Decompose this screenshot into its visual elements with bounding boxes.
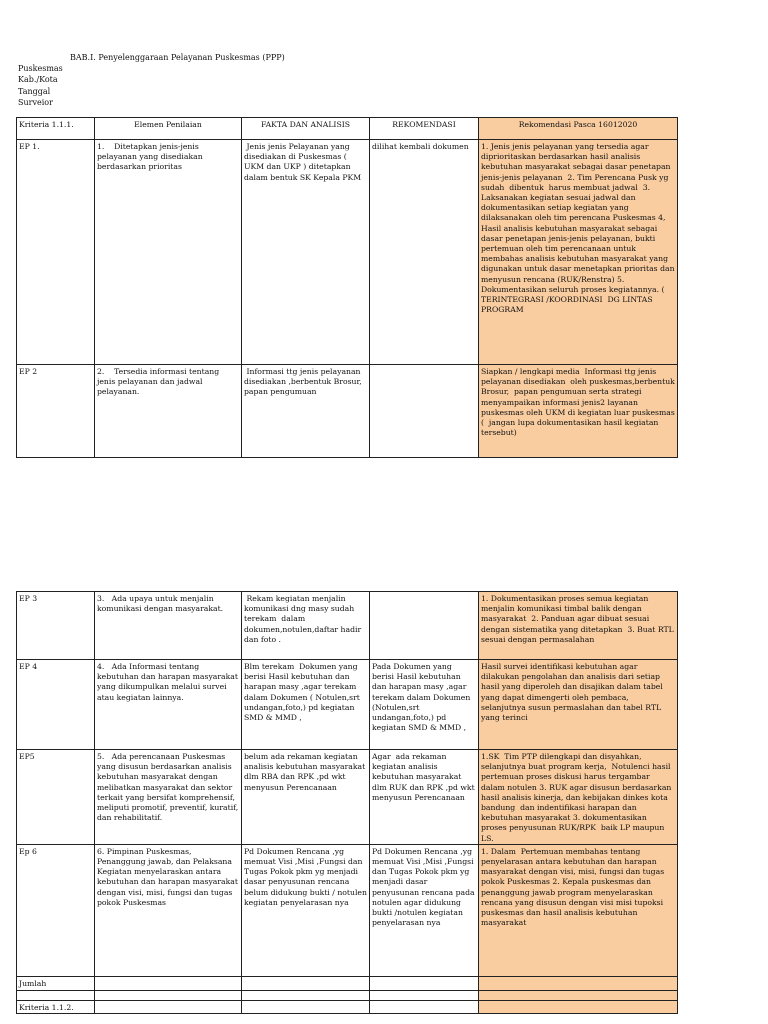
empty-cell	[370, 976, 479, 990]
elemen-penilaian-cell: 5. Ada perencanaan Puskesmas yang disusun berdasarkan analisis kebutuhan masyarakat dengan melibatkan masyarakat dan sektor terkait yang bersifat komprehensif, meliputi promotif, preventif, kuratif, dan rehabilitatif.	[95, 750, 242, 845]
empty-cell	[17, 990, 95, 1000]
empty-cell	[95, 976, 242, 990]
empty-highlight-cell	[479, 990, 678, 1000]
header-elemen-penilaian: Elemen Penilaian	[95, 118, 242, 140]
spacer-row	[17, 990, 678, 1000]
table-row	[17, 660, 678, 750]
empty-highlight-cell	[479, 976, 678, 990]
rekomendasi-pasca-cell: 1.SK Tim PTP dilengkapi dan disyahkan, selanjutnya buat program kerja, Notulenci hasil pertemuan proses diskusi harus tergambar dalam notulen 3. RUK agar disusun berdasarkan hasil analisis kinerja, dan kebijakan dinkes kota bandung dan indentifikasi harapan dan kebutuhan masyarakat 3. dokumentasikan proses penyusunan RUK/RPK baik LP maupun LS.	[479, 750, 678, 845]
ep-label: EP 2	[17, 365, 95, 458]
rekomendasi-cell	[370, 592, 479, 660]
assessment-table-2	[16, 591, 678, 1014]
header-line-tanggal: Tanggal	[18, 86, 51, 96]
table-header-row	[17, 118, 678, 140]
elemen-penilaian-cell: 4. Ada Informasi tentang kebutuhan dan harapan masyarakat yang dikumpulkan melalui survei atau kegiatan lainnya.	[95, 660, 242, 750]
elemen-penilaian-cell: 1. Ditetapkan jenis-jenis pelayanan yang disediakan berdasarkan prioritas	[95, 140, 242, 365]
rekomendasi-pasca-cell: 1. Dokumentasikan proses semua kegiatan menjalin komunikasi timbal balik dengan masyarakat 2. Panduan agar dibuat sesuai dengan sistematika yang ditetapkan 3. Buat RTL sesuai dengan permasalahan	[479, 592, 678, 660]
empty-cell	[242, 1000, 370, 1013]
rekomendasi-pasca-cell: 1. Dalam Pertemuan membahas tentang penyelarasan antara kebutuhan dan harapan masyarakat dengan visi, misi, fungsi dan tugas pokok Puskesmas 2. Kepala puskesmas dan penanggung jawab program menyelaraskan rencana yang disusun dengan visi misi tupoksi puskesmas dan hasil analisis kebutuhan masyarakat	[479, 844, 678, 976]
elemen-penilaian-cell: 3. Ada upaya untuk menjalin komunikasi dengan masyarakat.	[95, 592, 242, 660]
table-row	[17, 750, 678, 845]
document-header	[18, 52, 285, 108]
fakta-analisis-cell: Informasi ttg jenis pelayanan disediakan ,berbentuk Brosur, papan pengumuan	[242, 365, 370, 458]
elemen-penilaian-cell: 2. Tersedia informasi tentang jenis pelayanan dan jadwal pelayanan.	[95, 365, 242, 458]
header-line-puskesmas: Puskesmas	[18, 64, 63, 74]
header-rekomendasi: REKOMENDASI	[370, 118, 479, 140]
header-line-surveior: Surveior	[18, 97, 53, 107]
rekomendasi-cell: Pd Dokumen Rencana ,yg memuat Visi ,Misi ,Fungsi dan Tugas Pokok pkm yg menjadi dasar penyusunan rencana pada notulen agar didukung bukti /notulen kegiatan penyelarasan nya	[370, 844, 479, 976]
empty-cell	[95, 1000, 242, 1013]
jumlah-row	[17, 976, 678, 990]
empty-highlight-cell	[479, 1000, 678, 1013]
empty-cell	[370, 990, 479, 1000]
rekomendasi-pasca-cell: Hasil survei identifikasi kebutuhan agar dilakukan pengolahan dan analisis dari setiap hasil yang diperoleh dan disajikan dalam tabel yang dapat dimengerti oleh pembaca, selanjutnya susun permaslahan dan tabel RTL yang terinci	[479, 660, 678, 750]
rekomendasi-cell: Agar ada rekaman kegiatan analisis kebutuhan masyarakat dlm RUK dan RPK ,pd wkt menyusun Perencanaan	[370, 750, 479, 845]
fakta-analisis-cell: Blm terekam Dokumen yang berisi Hasil kebutuhan dan harapan masy ,agar terekam dalam Dokumen ( Notulen,srt undangan,foto,) pd kegiatan SMD & MMD ,	[242, 660, 370, 750]
fakta-analisis-cell: Jenis jenis Pelayanan yang disediakan di Puskesmas ( UKM dan UKP ) ditetapkan dalam bentuk SK Kepala PKM	[242, 140, 370, 365]
rekomendasi-cell	[370, 365, 479, 458]
empty-cell	[242, 990, 370, 1000]
ep-label: EP5	[17, 750, 95, 845]
ep-label: EP 4	[17, 660, 95, 750]
table-row	[17, 592, 678, 660]
rekomendasi-cell: Pada Dokumen yang berisi Hasil kebutuhan dan harapan masy ,agar terekam dalam Dokumen (Notulen,srt undangan,foto,) pd kegiatan SMD & MMD ,	[370, 660, 479, 750]
header-line-kabkota: Kab./Kota	[18, 75, 58, 85]
empty-cell	[242, 976, 370, 990]
rekomendasi-pasca-cell: 1. Jenis jenis pelayanan yang tersedia agar diprioritaskan berdasarkan hasil analisis kebutuhan masyarakat sebagai dasar penetapan jenis-jenis pelayanan 2. Tim Perencana Pusk yg sudah dibentuk harus membuat jadwal 3. Laksanakan kegiatan sesuai jadwal dan dokumentasikan setiap kegiatan yang dilaksanakan oleh tim perencana Puskesmas 4, Hasil analisis kebutuhan masyarakat sebagai dasar penetapan jenis-jenis pelayanan, bukti pertemuan oleh tim perencanaan untuk membahas analisis kebutuhan masyarakat yang digunakan untuk dasar menetapkan prioritas dan menyusun rencana (RUK/Renstra) 5. Dokumentasikan seluruh proses kegiatannya. ( TERINTEGRASI /KOORDINASI DG LINTAS PROGRAM	[479, 140, 678, 365]
ep-label: EP 1.	[17, 140, 95, 365]
fakta-analisis-cell: Pd Dokumen Rencana ,yg memuat Visi ,Misi ,Fungsi dan Tugas Pokok pkm yg menjadi dasar penyusunan rencana belum didukung bukti / notulen kegiatan penyelarasan nya	[242, 844, 370, 976]
next-kriteria-label: Kriteria 1.1.2.	[17, 1000, 95, 1013]
jumlah-label: Jumlah	[17, 976, 95, 990]
elemen-penilaian-cell: 6. Pimpinan Puskesmas, Penanggung jawab, dan Pelaksana Kegiatan menyelaraskan antara kebutuhan dan harapan masyarakat dengan visi, misi, fungsi dan tugas pokok Puskesmas	[95, 844, 242, 976]
header-kriteria: Kriteria 1.1.1.	[17, 118, 95, 140]
table-row	[17, 365, 678, 458]
chapter-title: BAB.I. Penyelenggaraan Pelayanan Puskesmas (PPP)	[70, 53, 285, 62]
rekomendasi-pasca-cell: Siapkan / lengkapi media Informasi ttg jenis pelayanan disediakan oleh puskesmas,berbentuk Brosur, papan pengumuan serta strategi menyampaikan informasi jenis2 layanan puskesmas oleh UKM di kegiatan luar puskesmas ( jangan lupa dokumentasikan hasil kegiatan tersebut)	[479, 365, 678, 458]
assessment-table-1	[16, 117, 678, 458]
ep-label: EP 3	[17, 592, 95, 660]
empty-cell	[370, 1000, 479, 1013]
header-fakta-analisis: FAKTA DAN ANALISIS	[242, 118, 370, 140]
empty-cell	[95, 990, 242, 1000]
fakta-analisis-cell: belum ada rekaman kegiatan analisis kebutuhan masyarakat dlm RBA dan RPK ,pd wkt menyusun Perencanaan	[242, 750, 370, 845]
table-row	[17, 844, 678, 976]
header-rekomendasi-pasca: Rekomendasi Pasca 16012020	[479, 118, 678, 140]
kriteria-row	[17, 1000, 678, 1013]
rekomendasi-cell: dilihat kembali dokumen	[370, 140, 479, 365]
table-row	[17, 140, 678, 365]
ep-label: Ep 6	[17, 844, 95, 976]
fakta-analisis-cell: Rekam kegiatan menjalin komunikasi dng masy sudah terekam dalam dokumen,notulen,daftar hadir dan foto .	[242, 592, 370, 660]
